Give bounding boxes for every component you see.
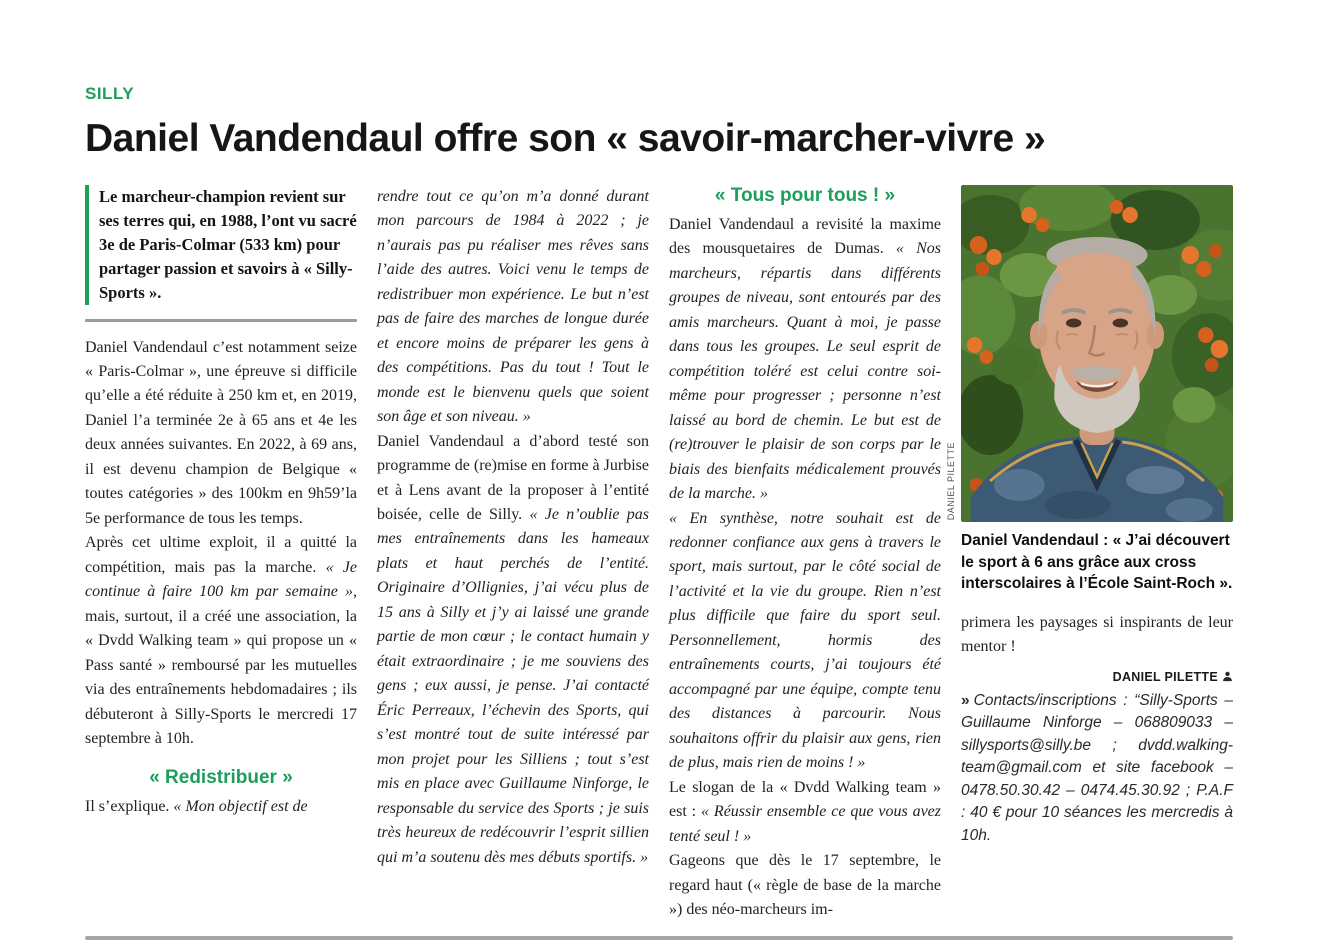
body-text: Après cet ultime exploit, il a quitté la compétition, mais pas la marche.	[85, 534, 357, 576]
body-text: Daniel Vandendaul c’est notamment seize « Paris-Colmar », une épreuve si difficile qu’elle a été réduite à 250 km et, en 2019, Daniel l’a terminée 2e à 65 ans et 4e les deux années suivantes. En 2022, à 69 ans, il est devenu champion de Belgique « toutes catégories » des 100km en 9h59’la 5e performance de tous les temps.	[85, 338, 357, 527]
paragraph	[85, 531, 357, 751]
quote-text: « Mon objectif est de	[173, 798, 308, 816]
column-3	[669, 185, 941, 923]
paragraph	[669, 507, 941, 776]
quote-text: « En synthèse, notre souhait est de redonner confiance aux gens à travers le sport, mais surtout, par le côté social de l’activité et la vie du groupe. Rien n’est plus difficile que faire du sport seul. Personnellement, hormis des entraînements courts, j’ai toujours été accompagné par une équipe, compte tenu des distances à parcourir. Nous souhaitons offrir du plaisir aux gens, rien de plus, mais rien de moins ! »	[669, 509, 941, 772]
quote-text: rendre tout ce qu’on m’a donné durant mon parcours de 1984 à 2022 ; je n’aurais pas pu réaliser mes rêves sans l’aide des autres. Voici venu le temps de redistribuer mon expérience. Le but n’est pas de faire des marches de longue durée et encore moins de préparer les gens à des compétitions. Pas du tout ! Tout le monde est le bienvenu quels que soient son âge et son niveau. »	[377, 187, 649, 426]
body-text: Daniel Vandendaul a revisité la maxime des mousquetaires de Dumas.	[669, 215, 941, 258]
person-icon	[1222, 671, 1233, 682]
article-columns	[85, 185, 1233, 923]
byline	[961, 670, 1233, 684]
contacts-block	[961, 690, 1233, 847]
body-text: primera les paysages si inspirants de leur mentor !	[961, 613, 1233, 656]
paragraph	[669, 776, 941, 849]
lede: Le marcheur-champion revient sur ses terres qui, en 1988, l’ont vu sacré 3e de Paris-Colmar (533 km) pour partager passion et savoirs à « Silly-Sports ».	[85, 185, 357, 305]
photo-credit: DANIEL PILETTE	[946, 441, 956, 520]
column-2	[377, 185, 649, 870]
portrait-illustration	[961, 185, 1233, 522]
paragraph	[85, 795, 357, 819]
lede-divider	[85, 319, 357, 322]
body-text: Le slogan de la « Dvdd Walking team » est :	[669, 778, 941, 821]
paragraph	[377, 185, 649, 430]
body-text: Daniel Vandendaul a d’abord testé son programme de (re)mise en forme à Jurbise et à Lens avant de la proposer à l’entité boisée, celle de Silly.	[377, 432, 649, 523]
paragraph	[377, 430, 649, 870]
body-text: , mais, surtout, il a créé une association, la « Dvdd Walking team » qui propose un « Pass santé » remboursé par les mutuelles via des entraînements hebdomadaires ; ils débuteront à Silly-Sports le mercredi 17 septembre à 10h.	[85, 583, 357, 747]
section-kicker: SILLY	[85, 84, 135, 103]
byline-name: DANIEL PILETTE	[1112, 669, 1218, 684]
article-headline: Daniel Vandendaul offre son « savoir-marcher-vivre »	[85, 117, 1046, 160]
quote-text: « Je n’oublie pas mes entraînements dans les hameaux plats et haut perchés de l’entité. Originaire d’Ollignies, j’ai vécu plus de 15 ans à Silly et j’y ai laissé une grande partie de mon cœur ; le contact humain y était extraordinaire ; je me souviens des gens ; eux aussi, je pense. J’ai contacté Éric Perreaux, l’échevin des Sports, qui s’est montré tout de suite intéressé par mon projet pour les Silliens ; tout s’est mis en place avec Guillaume Ninforge, le responsable du service des Sports ; je suis très heureux de redécouvrir l’esprit sillien qui m’a soutenu dès mes débuts sportifs. »	[377, 505, 650, 866]
quote-text: « Je continue à faire 100 km par semaine »	[85, 558, 357, 601]
column-4	[946, 185, 1233, 847]
photo-caption: Daniel Vandendaul : « J’ai découvert le sport à 6 ans grâce aux cross interscolaires à l’École Saint-Roch ».	[961, 531, 1233, 593]
quote-text: « Réussir ensemble ce que vous avez tenté seul ! »	[669, 803, 941, 845]
paragraph	[85, 336, 357, 532]
paragraph	[961, 611, 1233, 660]
crosshead: « Redistribuer »	[149, 767, 293, 789]
chevron-marker-icon: »	[961, 691, 970, 709]
portrait-photo	[946, 185, 1233, 522]
crosshead: « Tous pour tous ! »	[714, 184, 896, 206]
quote-text: « Nos marcheurs, répartis dans différents groupes de niveau, sont entourés par des amis marcheurs. Quant à moi, je passe dans tous les groupes. Le seul esprit de compétition toléré est celui contre soi-même pour progresser ; personne n’est laissé au bord de chemin. Le but est de (re)trouver le plaisir de son corps par le biais des bienfaits médicalement prouvés de la marche. »	[669, 240, 941, 503]
column-1	[85, 185, 357, 820]
body-text: Il s’explique.	[85, 798, 174, 816]
bottom-rule	[85, 936, 1233, 940]
paragraph	[669, 213, 941, 507]
contacts-text: Contacts/inscriptions : “Silly-Sports – Guillaume Ninforge – 068809033 – sillysports@silly.be ; dvdd.walking-team@gmail.com et site facebook – 0478.50.30.42 – 0474.45.30.92 ; P.A.F : 40 € pour 10 séances les mercredis à 10h.	[961, 691, 1233, 844]
paragraph	[669, 849, 941, 922]
body-text: Gageons que dès le 17 septembre, le regard haut (« règle de base de la marche ») des néo-marcheurs im-	[669, 852, 941, 919]
